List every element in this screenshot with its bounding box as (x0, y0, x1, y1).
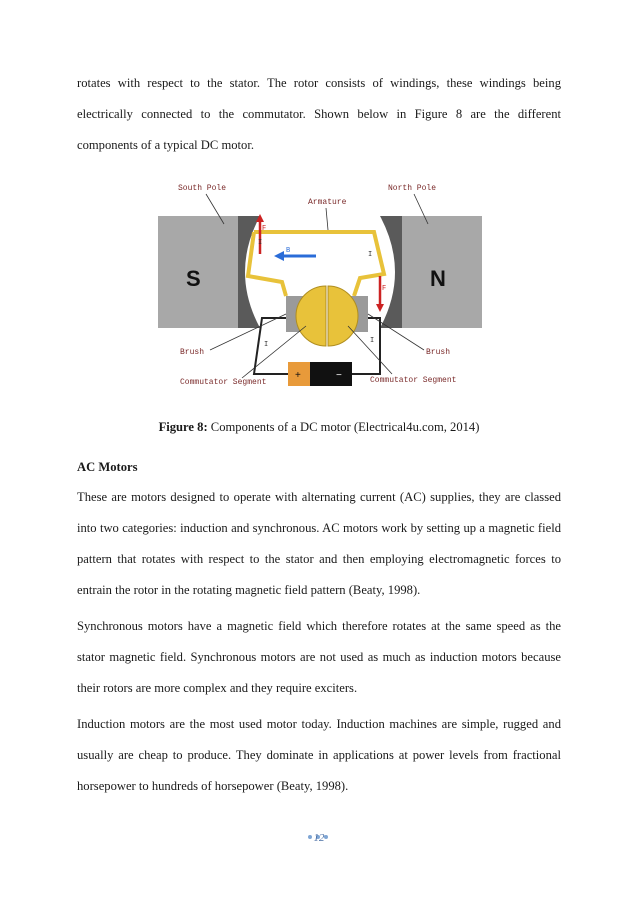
label-brush-left: Brush (180, 348, 205, 357)
battery-negative (310, 362, 352, 386)
paragraph-intro: rotates with respect to the stator. The rotor consists of windings, these windings being electrically connected to the commutator. Shown below in Figure 8 are the different components of a typical DC motor. (77, 76, 561, 152)
current-label-1: I (258, 239, 263, 247)
armature-loop (248, 232, 387, 296)
label-south-pole: South Pole (178, 184, 227, 193)
figure-caption-text: Components of a DC motor (Electrical4u.com, 2014) (207, 420, 480, 434)
paragraph-synchronous: Synchronous motors have a magnetic field which therefore rotates at the same speed as the stator magnetic field. Synchronous motors are not used as much as induction motors because their rotors are more complex and they require exciters. (77, 619, 561, 695)
label-brush-right: Brush (426, 348, 451, 357)
figure-caption-label: Figure 8: (158, 420, 208, 434)
label-commutator-right: Commutator Segment (370, 376, 457, 385)
battery-plus-sign: + (295, 370, 301, 381)
dc-motor-diagram (156, 178, 484, 392)
current-label-3: I (264, 341, 269, 349)
current-label-2: I (368, 251, 373, 259)
battery-minus-sign: − (336, 370, 342, 381)
pole-s-letter: S (186, 266, 201, 291)
force-label-2: F (382, 285, 387, 293)
paragraph-ac-motors: These are motors designed to operate with alternating current (AC) supplies, they are classed into two categories: induction and synchronous. AC motors work by setting up a magnetic field pattern that rotates with respect to the stator and then employing electromagnetic forces to entrain the rotor in the rotating magnetic field pattern (Beaty, 1998). (77, 490, 561, 597)
force-label-1: F (262, 225, 267, 233)
section-heading: AC Motors (77, 460, 138, 474)
field-label: B (286, 247, 291, 255)
page-number: 12 (313, 832, 325, 844)
paragraph-induction: Induction motors are the most used motor today. Induction machines are simple, rugged and usually are cheap to produce. They dominate in applications at power levels from fractional horsepower to hundreds of horsepower (Beaty, 1998). (77, 717, 561, 793)
figure-caption (0, 420, 638, 435)
label-north-pole: North Pole (388, 184, 437, 193)
label-commutator-left: Commutator Segment (180, 378, 267, 387)
pole-n-letter: N (430, 266, 446, 291)
label-armature: Armature (308, 198, 347, 207)
commutator-segment-left (296, 286, 326, 346)
current-label-4: I (370, 337, 375, 345)
